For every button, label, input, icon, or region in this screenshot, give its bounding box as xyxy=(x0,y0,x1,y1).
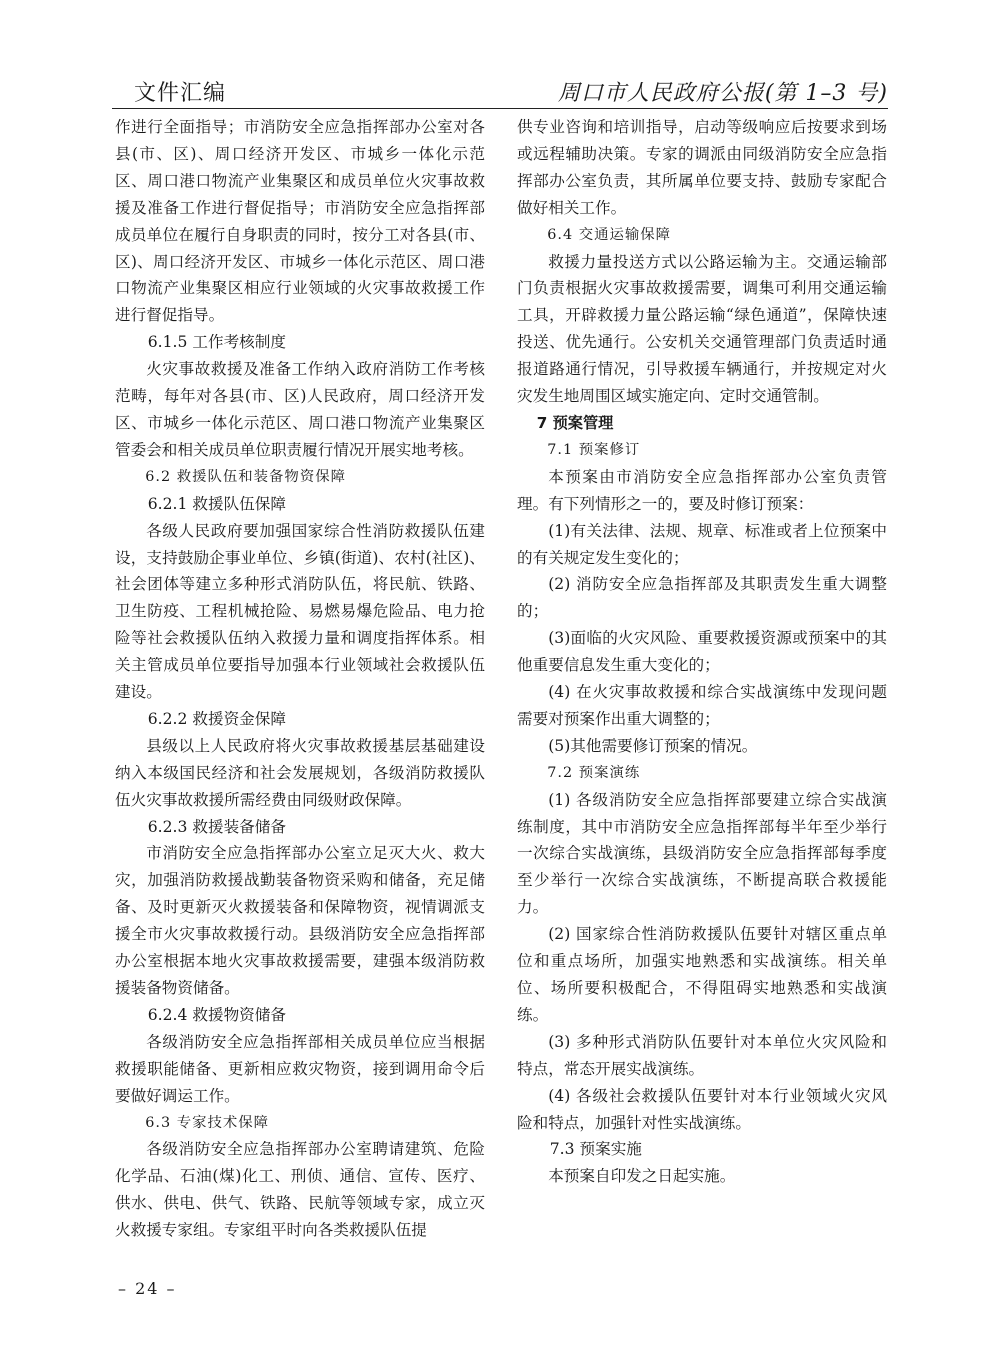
section-heading: 6.3 专家技术保障 xyxy=(145,1114,270,1131)
section-heading: 7 预案管理 xyxy=(536,413,614,432)
header-rule xyxy=(112,108,888,109)
section-heading: 6.1.5 工作考核制度 xyxy=(147,333,286,352)
paragraph: 各级消防安全应急指挥部办公室聘请建筑、危险化学品、石油(煤)化工、刑侦、通信、宣传、医疗、供水、供电、供气、铁路、民航等领域专家，成立灭火救援专家组。专家组平时向各类救援队伍提 xyxy=(115,1140,485,1240)
section-heading: 6.2.4 救援物资储备 xyxy=(147,1005,286,1024)
paragraph: 火灾事故救援及准备工作纳入政府消防工作考核范畴，每年对各县(市、区)人民政府，周口经济开发区、市城乡一体化示范区、周口港口物流产业集聚区管委会和相关成员单位职责履行情况开展实地考核。 xyxy=(115,360,485,459)
paragraph: (2) 国家综合性消防救援队伍要针对辖区重点单位和重点场所，加强实地熟悉和实战演练。相关单位、场所要积极配合，不得阻碍实地熟悉和实战演练。 xyxy=(517,925,887,1024)
paragraph: (5)其他需要修订预案的情况。 xyxy=(548,736,758,755)
section-heading: 7.3 预案实施 xyxy=(549,1140,642,1159)
publication-title: 周口市人民政府公报(第 1–3 号) xyxy=(557,81,888,106)
paragraph: 各级消防安全应急指挥部相关成员单位应当根据救援职能储备、更新相应救灾物资，接到调用命令后要做好调运工作。 xyxy=(115,1032,485,1105)
paragraph: (2) 消防安全应急指挥部及其职责发生重大调整的； xyxy=(517,575,887,621)
section-heading: 6.4 交通运输保障 xyxy=(547,226,672,243)
right-column xyxy=(517,114,887,1190)
paragraph: 市消防安全应急指挥部办公室立足灭大火、救大灾，加强消防救援战勤装备物资采购和储备，充足储备、及时更新灭火救援装备和保障物资，视情调派支援全市火灾事故救援行动。县级消防安全应急指挥部办公室根据本地火灾事故救援需要，建强本级消防救援装备物资储备。 xyxy=(115,844,485,997)
section-heading: 6.2.3 救援装备储备 xyxy=(147,817,286,836)
paragraph: (4) 在火灾事故救援和综合实战演练中发现问题需要对预案作出重大调整的； xyxy=(517,683,887,728)
section-heading: 7.1 预案修订 xyxy=(547,441,641,458)
paragraph: 本预案自印发之日起实施。 xyxy=(548,1167,736,1186)
section-heading: 6.2.1 救援队伍保障 xyxy=(147,494,286,513)
section-heading: 7.2 预案演练 xyxy=(547,764,641,781)
paragraph: 各级人民政府要加强国家综合性消防救援队伍建设，支持鼓励企事业单位、乡镇(街道)、农村(社区)、社会团体等建立多种形式消防队伍，将民航、铁路、卫生防疫、工程机械抢险、易燃易爆危险品、电力抢险等社会救援队伍纳入救援力量和调度指挥体系。相关主管成员单位要指导加强本行业领域社会救援队伍建设。 xyxy=(115,521,485,702)
section-title: 文件汇编 xyxy=(134,81,227,106)
left-column xyxy=(115,114,485,1244)
section-heading: 6.2.2 救援资金保障 xyxy=(147,709,286,728)
paragraph: (1) 各级消防安全应急指挥部要建立综合实战演练制度，其中市消防安全应急指挥部每半年至少举行一次综合实战演练，县级消防安全应急指挥部每季度至少举行一次综合实战演练，不断提高联合救援能力。 xyxy=(517,790,887,917)
section-heading: 6.2 救援队伍和装备物资保障 xyxy=(145,468,346,485)
page-header xyxy=(112,76,888,106)
paragraph: 救援力量投送方式以公路运输为主。交通运输部门负责根据火灾事故救援需要，调集可利用交通运输工具，开辟救援力量公路运输“绿色通道”，保障快速投送、优先通行。公安机关交通管理部门负责适时通报道路通行情况，引导救援车辆通行，并按规定对火灾发生地周围区域实施定向、定时交通管制。 xyxy=(517,252,887,406)
paragraph: (3)面临的火灾风险、重要救援资源或预案中的其他重要信息发生重大变化的； xyxy=(517,629,887,675)
paragraph: (4) 各级社会救援队伍要针对本行业领域火灾风险和特点，加强针对性实战演练。 xyxy=(517,1086,887,1132)
paragraph: 县级以上人民政府将火灾事故救援基层基础建设纳入本级国民经济和社会发展规划，各级消防救援队伍火灾事故救援所需经费由同级财政保障。 xyxy=(115,736,485,809)
paragraph: 本预案由市消防安全应急指挥部办公室负责管理。有下列情形之一的，要及时修订预案： xyxy=(517,467,887,513)
page-number: – 24 – xyxy=(118,1279,177,1298)
paragraph: (1)有关法律、法规、规章、标准或者上位预案中的有关规定发生变化的； xyxy=(517,521,887,567)
paragraph: 供专业咨询和培训指导，启动等级响应后按要求到场或远程辅助决策。专家的调派由同级消防安全应急指挥部办公室负责，其所属单位要支持、鼓励专家配合做好相关工作。 xyxy=(517,118,887,217)
paragraph: 作进行全面指导；市消防安全应急指挥部办公室对各县(市、区)、周口经济开发区、市城乡一体化示范区、周口港口物流产业集聚区和成员单位火灾事故救援及准备工作进行督促指导；市消防安全应急指挥部成员单位在履行自身职责的同时，按分工对各县(市、区)、周口经济开发区、市城乡一体化示范区、周口港口物流产业集聚区相应行业领域的火灾事故救援工作进行督促指导。 xyxy=(115,118,485,325)
paragraph: (3) 多种形式消防队伍要针对本单位火灾风险和特点，常态开展实战演练。 xyxy=(517,1032,887,1078)
